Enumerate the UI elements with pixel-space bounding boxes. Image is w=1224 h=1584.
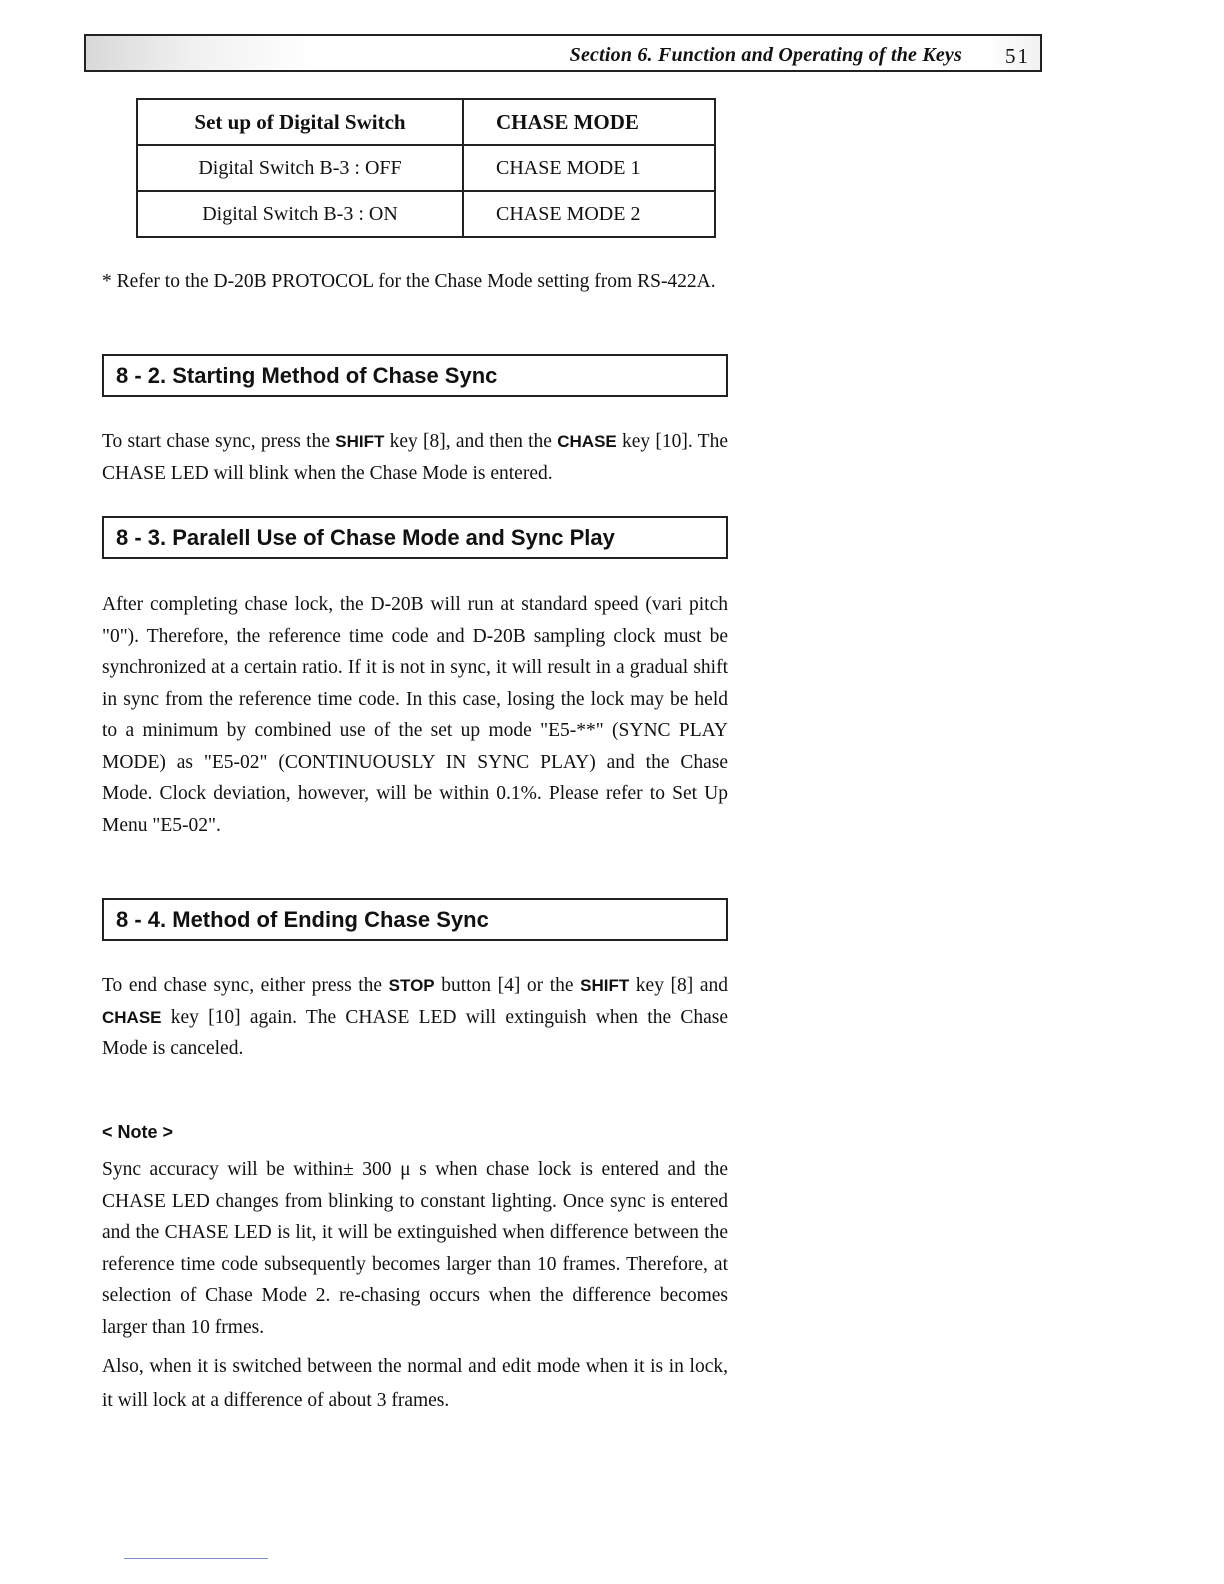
- header-title: Section 6. Function and Operating of the Keys: [569, 44, 962, 66]
- section-8-4-heading-box: [102, 898, 728, 941]
- chase-mode-table: [136, 98, 716, 238]
- table-cell: CHASE MODE 2: [463, 191, 715, 237]
- table-header-row: [137, 99, 715, 145]
- section-8-2-heading-box: [102, 354, 728, 397]
- section-8-3-body: After completing chase lock, the D-20B will run at standard speed (vari pitch "0"). Therefore, the reference time code and D-20B sampling clock must be synchronized at a certain ratio. If it is not in sync, it will result in a gradual shift in sync from the reference time code. In this case, losing the lock may be held to a minimum by combined use of the set up mode "E5-**" (SYNC PLAY MODE) as "E5-02" (CONTINUOUSLY IN SYNC PLAY) and the Chase Mode. Clock deviation, however, will be within 0.1%. Please refer to Set Up Menu "E5-02".: [102, 594, 728, 836]
- section-8-2-body: [102, 426, 728, 489]
- body-text: To end chase sync, either press the: [102, 975, 389, 996]
- table-cell: Digital Switch B-3 : ON: [137, 191, 463, 237]
- footer-rule: [124, 1558, 268, 1559]
- section-8-2-title: 8 - 2. Starting Method of Chase Sync: [116, 363, 498, 388]
- section-8-3-title: 8 - 3. Paralell Use of Chase Mode and Sync Play: [116, 525, 615, 550]
- table-footnote: * Refer to the D-20B PROTOCOL for the Chase Mode setting from RS-422A.: [102, 271, 716, 292]
- table-row: [137, 145, 715, 191]
- body-text: key [8] and: [629, 975, 728, 996]
- note-heading: < Note >: [102, 1122, 174, 1142]
- body-text: key [10] again. The CHASE LED will extinguish when the Chase Mode is canceled.: [102, 1006, 728, 1059]
- section-8-4-title: 8 - 4. Method of Ending Chase Sync: [116, 907, 489, 932]
- shift-key-label: SHIFT: [335, 432, 385, 451]
- table-cell: CHASE MODE 1: [463, 145, 715, 191]
- body-text: To start chase sync, press the: [102, 431, 336, 452]
- chase-key-label: CHASE: [102, 1007, 162, 1027]
- body-text: key [8], and then the: [384, 431, 558, 452]
- section-8-4-body: [102, 970, 728, 1065]
- body-text: key [10]. The CHASE LED will blink when the Chase Mode is entered.: [102, 431, 729, 484]
- page-number: 51: [1005, 44, 1030, 68]
- table-header-digital-switch: Set up of Digital Switch: [137, 99, 463, 145]
- chase-key-label: CHASE: [557, 432, 617, 451]
- note-body-continued: Also, when it is switched between the normal and edit mode when it is in lock, it will lock at a difference of about 3 frames.: [102, 1356, 728, 1411]
- body-text: button [4] or the: [434, 975, 581, 996]
- section-8-3-heading-box: [102, 516, 728, 559]
- stop-button-label: STOP: [388, 976, 435, 995]
- shift-key-label: SHIFT: [580, 976, 630, 995]
- note-body: Sync accuracy will be within± 300 μ s when chase lock is entered and the CHASE LED changes from blinking to constant lighting. Once sync is entered and the CHASE LED is lit, it will be extinguished when difference between the reference time code subsequently becomes larger than 10 frames. Therefore, at selection of Chase Mode 2. re-chasing occurs when the difference becomes larger than 10 frmes.: [102, 1159, 728, 1338]
- table-cell: Digital Switch B-3 : OFF: [137, 145, 463, 191]
- page-header: [84, 34, 1042, 72]
- table-header-chase-mode: CHASE MODE: [463, 99, 715, 145]
- table-row: [137, 191, 715, 237]
